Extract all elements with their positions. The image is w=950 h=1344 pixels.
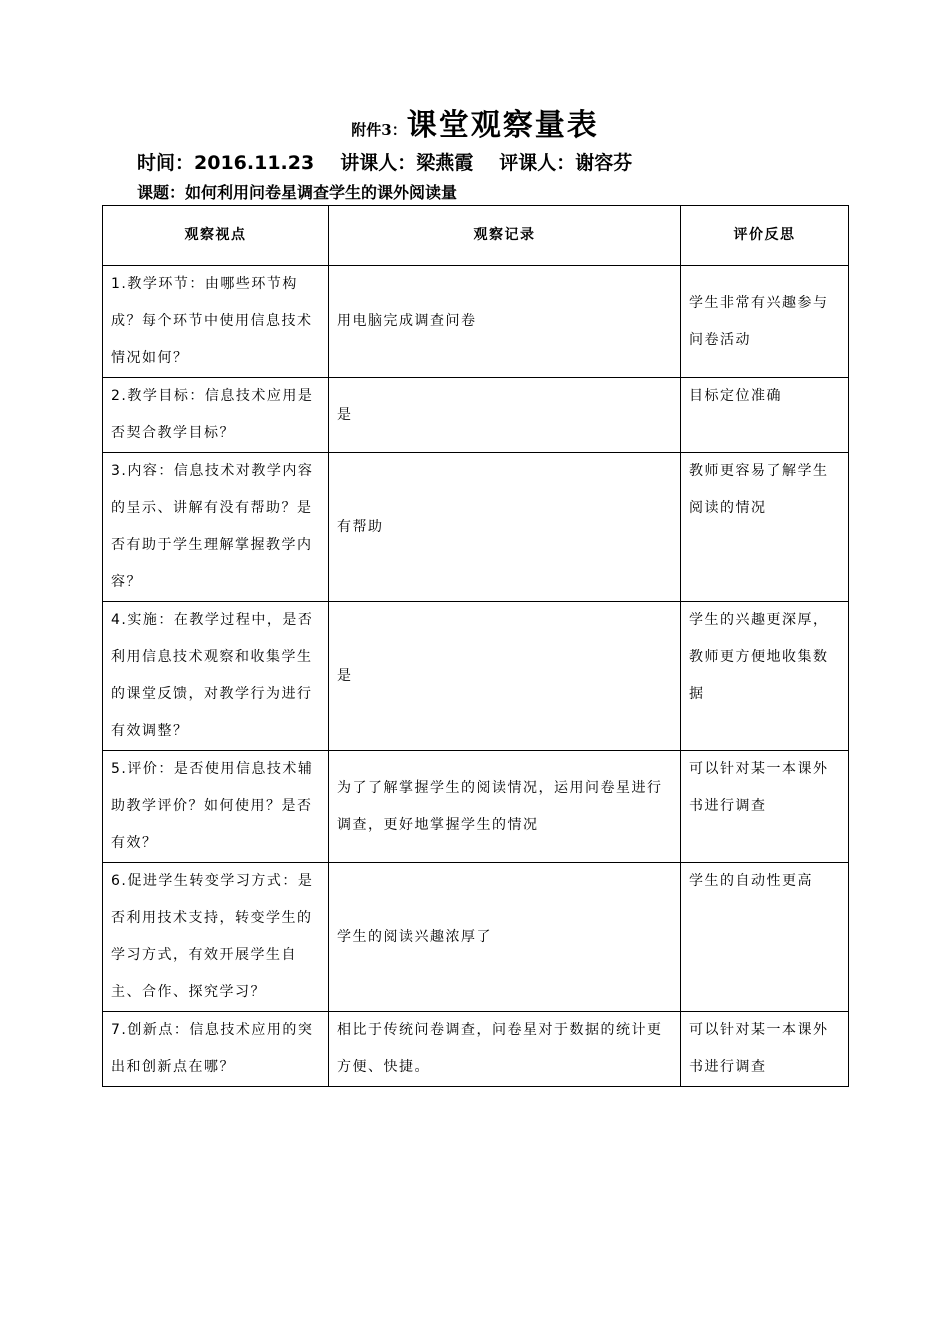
reflection-cell: 可以针对某一本课外书进行调查 [681, 751, 849, 863]
observation-point-cell: 4.实施：在教学过程中，是否利用信息技术观察和收集学生的课堂反馈，对教学行为进行有效调整？ [103, 602, 329, 751]
column-header-point: 观察视点 [103, 206, 329, 266]
reflection-cell: 学生的自动性更高 [681, 863, 849, 1012]
observation-record-cell: 相比于传统问卷调查，问卷星对于数据的统计更方便、快捷。 [329, 1012, 681, 1087]
observation-record-cell: 是 [329, 602, 681, 751]
table-header-row [103, 206, 849, 266]
table-row [103, 863, 849, 1012]
document-title [0, 100, 950, 144]
table-row [103, 266, 849, 378]
table-row [103, 602, 849, 751]
observation-record-cell: 为了了解掌握学生的阅读情况，运用问卷星进行调查，更好地掌握学生的情况 [329, 751, 681, 863]
observation-record-cell: 是 [329, 378, 681, 453]
observation-record-cell: 用电脑完成调查问卷 [329, 266, 681, 378]
observation-point-cell: 3.内容：信息技术对教学内容的呈示、讲解有没有帮助？是否有助于学生理解掌握教学内容？ [103, 453, 329, 602]
reflection-cell: 可以针对某一本课外书进行调查 [681, 1012, 849, 1087]
topic-label: 课题：如何利用问卷星调查学生的课外阅读量 [137, 183, 458, 202]
reflection-cell: 学生的兴趣更深厚，教师更方便地收集数据 [681, 602, 849, 751]
column-header-reflection: 评价反思 [681, 206, 849, 266]
observation-record-cell: 学生的阅读兴趣浓厚了 [329, 863, 681, 1012]
observation-point-cell: 7.创新点：信息技术应用的突出和创新点在哪？ [103, 1012, 329, 1087]
lecturer-label: 讲课人：梁燕霞 [340, 152, 474, 174]
reflection-cell: 教师更容易了解学生阅读的情况 [681, 453, 849, 602]
column-header-record: 观察记录 [329, 206, 681, 266]
observation-point-cell: 6.促进学生转变学习方式：是否利用技术支持，转变学生的学习方式，有效开展学生自主、合作、探究学习？ [103, 863, 329, 1012]
reviewer-label: 评课人：谢容芬 [499, 152, 633, 174]
meta-line [137, 148, 632, 175]
table-row [103, 378, 849, 453]
table-row [103, 1012, 849, 1087]
observation-point-cell: 5.评价：是否使用信息技术辅助教学评价？如何使用？是否有效？ [103, 751, 329, 863]
attachment-label: 附件3： [351, 121, 407, 139]
reflection-cell: 目标定位准确 [681, 378, 849, 453]
reflection-cell: 学生非常有兴趣参与问卷活动 [681, 266, 849, 378]
observation-point-cell: 1.教学环节：由哪些环节构成？每个环节中使用信息技术情况如何？ [103, 266, 329, 378]
table-row [103, 453, 849, 602]
page-title: 课堂观察量表 [406, 108, 599, 143]
observation-point-cell: 2.教学目标：信息技术应用是否契合教学目标？ [103, 378, 329, 453]
observation-record-cell: 有帮助 [329, 453, 681, 602]
table-row [103, 751, 849, 863]
observation-table [102, 205, 849, 1087]
time-label: 时间：2016.11.23 [137, 152, 315, 174]
